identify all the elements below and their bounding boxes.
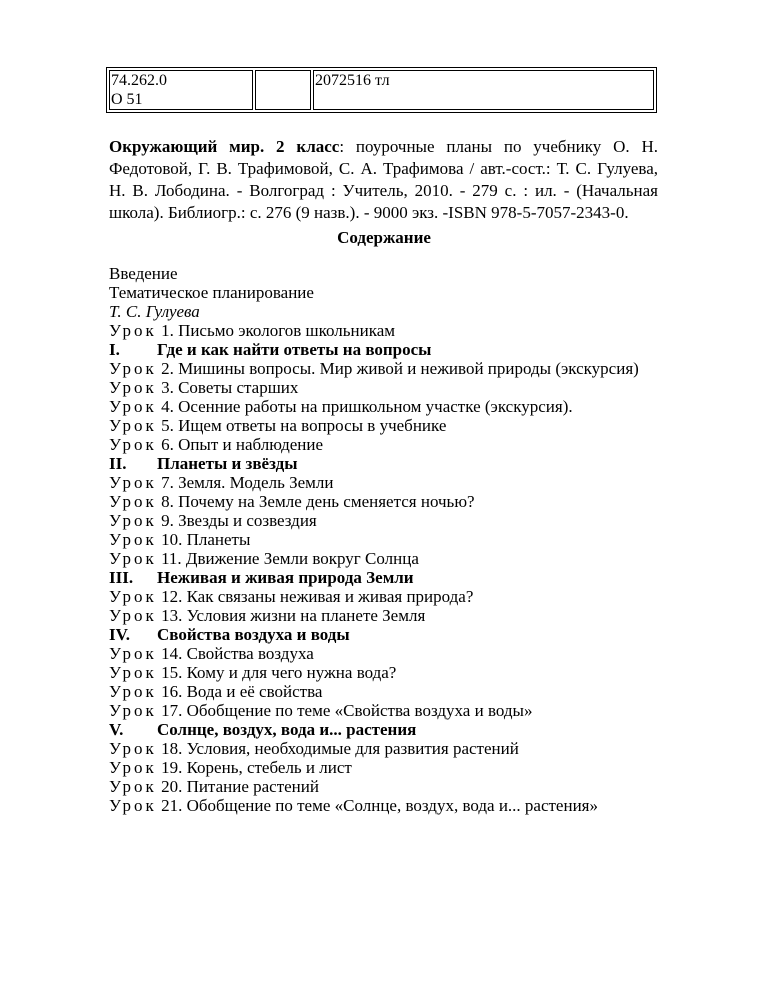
lesson-title: 17. Обобщение по теме «Свойства воздуха и воды» (161, 701, 533, 720)
toc-lesson (109, 378, 709, 397)
toc-lesson (109, 777, 709, 796)
toc-section (109, 454, 709, 473)
lesson-title: 9. Звезды и созвездия (161, 511, 317, 530)
toc-section (109, 340, 709, 359)
lesson-word: Урок (109, 644, 157, 663)
section-title: Свойства воздуха и воды (157, 625, 350, 644)
toc-lesson (109, 530, 709, 549)
lesson-title: 1. Письмо экологов школьникам (161, 321, 396, 340)
classification-code: 74.262.0 (111, 72, 167, 89)
lesson-title: 14. Свойства воздуха (161, 644, 314, 663)
lesson-title: 2. Мишины вопросы. Мир живой и неживой природы (экскурсия) (161, 359, 639, 378)
toc-lesson (109, 416, 709, 435)
empty-cell (255, 70, 311, 110)
lesson-word: Урок (109, 663, 157, 682)
lesson-word: Урок (109, 511, 157, 530)
record-title: Окружающий мир. 2 класс (109, 137, 340, 156)
lesson-word: Урок (109, 777, 157, 796)
lesson-word: Урок (109, 549, 157, 568)
toc-author: Т. С. Гулуева (109, 302, 200, 321)
toc-lesson (109, 359, 709, 378)
lesson-word: Урок (109, 492, 157, 511)
lesson-title: 15. Кому и для чего нужна вода? (161, 663, 397, 682)
toc-lesson (109, 511, 709, 530)
toc-lesson (109, 682, 709, 701)
lesson-word: Урок (109, 796, 157, 815)
section-number: III. (109, 568, 134, 587)
lesson-word: Урок (109, 739, 157, 758)
lesson-title: 18. Условия, необходимые для развития растений (161, 739, 519, 758)
lesson-word: Урок (109, 359, 157, 378)
toc-lesson (109, 492, 709, 511)
lesson-word: Урок (109, 397, 157, 416)
section-title: Где и как найти ответы на вопросы (157, 340, 432, 359)
lesson-word: Урок (109, 473, 157, 492)
catalog-box (106, 67, 657, 113)
lesson-word: Урок (109, 682, 157, 701)
lesson-title: 13. Условия жизни на планете Земля (161, 606, 426, 625)
toc-lesson (109, 321, 709, 340)
lesson-title: 10. Планеты (161, 530, 251, 549)
record-details: : поурочные планы по учебнику О. Н. Федотовой, Г. В. Трафимовой, С. А. Трафимова / авт.-сост.: Т. С. Гулуева, Н. В. Лободина. - Волгоград : Учитель, 2010. - 279 с. : ил. - (Начальная школа). Библиогр.: с. 276 (9 назв.). - 9000 экз. -ISBN 978-5-7057-2343-0. (109, 137, 658, 222)
section-number: V. (109, 720, 124, 739)
lesson-title: 5. Ищем ответы на вопросы в учебнике (161, 416, 447, 435)
lesson-title: 8. Почему на Земле день сменяется ночью? (161, 492, 475, 511)
lesson-word: Урок (109, 606, 157, 625)
lesson-title: 20. Питание растений (161, 777, 319, 796)
lesson-title: 12. Как связаны неживая и живая природа? (161, 587, 474, 606)
lesson-word: Урок (109, 416, 157, 435)
classification-cell (109, 70, 253, 110)
toc-lesson (109, 606, 709, 625)
section-number: II. (109, 454, 127, 473)
toc-lesson (109, 758, 709, 777)
section-title: Планеты и звёзды (157, 454, 298, 473)
inventory-number: 2072516 тл (315, 72, 390, 89)
lesson-title: 4. Осенние работы на пришкольном участке (экскурсия). (161, 397, 573, 416)
toc-lesson (109, 549, 709, 568)
lesson-title: 16. Вода и её свойства (161, 682, 323, 701)
lesson-title: 19. Корень, стебель и лист (161, 758, 352, 777)
lesson-word: Урок (109, 587, 157, 606)
author-mark: О 51 (111, 91, 143, 108)
toc-section (109, 568, 709, 587)
lesson-word: Урок (109, 758, 157, 777)
lesson-title: 6. Опыт и наблюдение (161, 435, 324, 454)
table-of-contents (109, 264, 709, 815)
section-number: I. (109, 340, 120, 359)
inventory-cell (313, 70, 654, 110)
lesson-title: 7. Земля. Модель Земли (161, 473, 334, 492)
toc-lesson (109, 644, 709, 663)
toc-lesson (109, 663, 709, 682)
lesson-word: Урок (109, 701, 157, 720)
toc-lesson (109, 473, 709, 492)
bibliographic-record (109, 136, 658, 224)
toc-planning: Тематическое планирование (109, 283, 314, 302)
toc-intro: Введение (109, 264, 178, 283)
lesson-word: Урок (109, 321, 157, 340)
section-title: Неживая и живая природа Земли (157, 568, 414, 587)
toc-section (109, 720, 709, 739)
lesson-title: 21. Обобщение по теме «Солнце, воздух, вода и... растения» (161, 796, 598, 815)
lesson-word: Урок (109, 530, 157, 549)
section-number: IV. (109, 625, 130, 644)
toc-lesson (109, 739, 709, 758)
toc-lesson (109, 587, 709, 606)
lesson-word: Урок (109, 378, 157, 397)
toc-lesson (109, 435, 709, 454)
section-title: Солнце, воздух, вода и... растения (157, 720, 417, 739)
contents-heading: Содержание (337, 228, 431, 247)
toc-lesson (109, 397, 709, 416)
lesson-title: 3. Советы старших (161, 378, 299, 397)
toc-lesson (109, 701, 709, 720)
toc-section (109, 625, 709, 644)
toc-lesson (109, 796, 709, 815)
lesson-title: 11. Движение Земли вокруг Солнца (161, 549, 419, 568)
lesson-word: Урок (109, 435, 157, 454)
